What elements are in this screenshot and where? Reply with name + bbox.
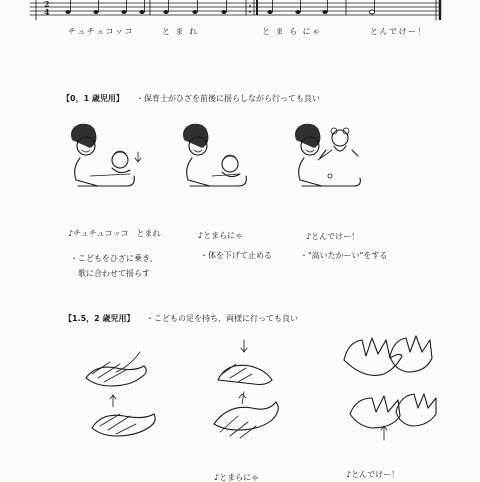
step1-desc1: ・こどもをひざに乗き、 [70,254,158,263]
section1-heading: 【0，1 歳児用】 [62,94,124,103]
bottom-label-1: ♪とまらにゃ [214,473,259,482]
lyric-4: とんでけー！ [370,27,427,36]
music-staff [30,0,440,20]
step3-title: ♪とんでけー！ [306,232,360,241]
bottom-label-2: ♪とんでけー！ [346,470,400,479]
step2-title: ♪とまらにゃ [198,231,243,240]
illustration-rocking-child [71,124,141,186]
step1-desc2: 歌に合わせて揺らす [78,269,150,278]
illustration-hands-right [344,336,436,440]
time-signature-top: 2 [44,0,50,9]
lyric-1: チュチュコッコ [68,27,134,36]
section1-note: ・保育士がひざを前後に揺らしながら行っても良い [136,94,320,103]
time-signature-bottom: 4 [44,7,50,17]
illustration-hands-center [214,340,278,438]
time-signature [44,0,50,16]
lyric-3: と ま ら にゃ [262,27,322,36]
illustration-stopping-child [183,124,246,186]
step3-desc1: ・"高いたかーい"をする [300,251,388,260]
step1-title: ♪チュチュコッコ とまれ [68,229,161,238]
illustration-lifting-child [295,124,360,186]
section2-heading: 【1.5，2 歳児用】 [64,314,135,323]
illustration-hands-left [86,352,155,436]
lyric-2: と ま れ [162,27,199,36]
section2-note: ・こどもの足を持ち、両様に行っても良い [146,314,298,323]
step2-desc1: ・体を下げて止める [200,251,272,260]
